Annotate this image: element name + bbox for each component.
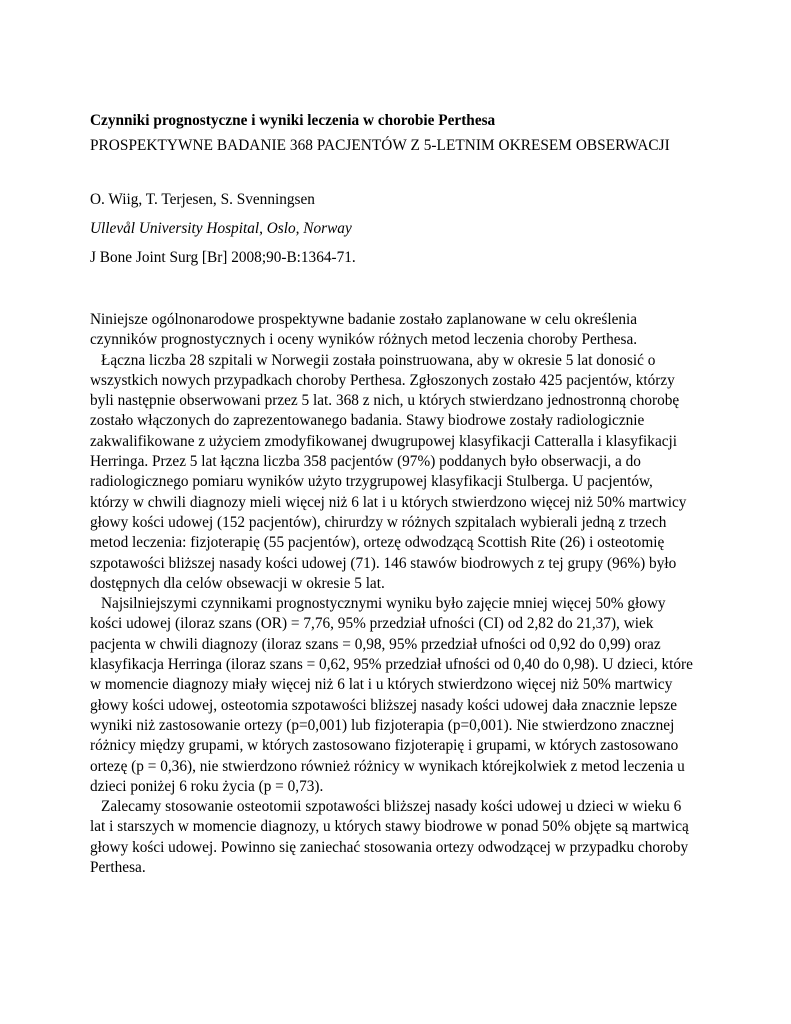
text-line: Zalecamy stosowanie osteotomii szpotawości bliższej nasady kości udowej u dzieci w wieku 6 [101,798,682,816]
text-line: metod leczenia: fizjoterapię (55 pacjentów), ortezę odwodzącą Scottish Rite (26) i osteotomię [90,534,665,552]
citation: J Bone Joint Surg [Br] 2008;90-B:1364-71. [90,249,356,266]
text-line: kości udowej (iloraz szans (OR) = 7,76, 95% przedział ufności (CI) od 2,82 do 21,37), wiek [90,615,654,633]
text-line: klasyfikacja Herringa (iloraz szans = 0,62, 95% przedział ufności od 0,40 do 0,98). U dzieci, które [90,656,693,674]
text-line: głowy kości udowej (152 pacjentów), chirurdzy w różnych szpitalach wybierali jedną z trzech [90,513,667,531]
text-line: lat i starszych w momencie diagnozy, u których stawy biodrowe w ponad 50% objęte są martwicą [90,818,689,836]
abstract-paragraph-4 [90,797,700,878]
text-line: wszystkich nowych przypadkach choroby Perthesa. Zgłoszonych zostało 425 pacjentów, którzy [90,371,675,389]
text-line: różnicy między grupami, w których zastosowano fizjoterapię i grupami, w których zastosowano [90,737,679,755]
text-line: radiologicznego pomiaru wyników użyto trzygrupowej klasyfikacji Stulberga. U pacjentów, [90,473,653,491]
text-line: głowy kości udowej. Powinno się zaniechać stosowania ortezy odwodzącej w przypadku choroby [90,838,689,856]
text-line: ortezę (p = 0,36), nie stwierdzono również różnicy w wynikach którejkolwiek z metod leczenia u [90,757,685,775]
authors: O. Wiig, T. Terjesen, S. Svenningsen [90,191,315,208]
document-page [90,111,700,878]
text-line: zakwalifikowane z użyciem zmodyfikowanej dwugrupowej klasyfikacji Catteralla i klasyfikacji [90,432,678,450]
text-line: Łączna liczba 28 szpitali w Norwegii została poinstruowana, aby w okresie 5 lat donosić o [101,351,656,369]
abstract-paragraph-1 [90,310,700,351]
text-line: dzieci poniżej 6 roku życia (p = 0,73). [90,777,324,795]
text-line: Najsilniejszymi czynnikami prognostycznymi wyniku było zajęcie mniej więcej 50% głowy [101,595,666,613]
text-line: czynników prognostycznych i oceny wyników różnych metod leczenia choroby Perthesa. [90,331,638,349]
text-line: głowy kości udowej, osteotomia szpotawości bliższej nasady kości udowej dała znacznie lepsze [90,696,678,714]
text-line: w momencie diagnozy miały więcej niż 6 lat i u których stwierdzono więcej niż 50% martwicy [90,676,673,694]
abstract-paragraph-2 [90,351,700,595]
text-line: Herringa. Przez 5 lat łączna liczba 358 pacjentów (97%) poddanych było obserwacji, a do [90,453,641,471]
text-line: byli następnie obserwowani przez 5 lat. 368 z nich, u których stwierdzano jednostronną chorobę [90,392,680,410]
article-subtitle: PROSPEKTYWNE BADANIE 368 PACJENTÓW Z 5-LETNIM OKRESEM OBSERWACJI [90,137,670,154]
text-line: którzy w chwili diagnozy mieli więcej niż 6 lat i u których stwierdzono więcej niż 50% martwicy [90,493,687,511]
text-line: Niniejsze ogólnonarodowe prospektywne badanie zostało zaplanowane w celu określenia [90,311,638,328]
text-line: szpotawości bliższej nasady kości udowej (71). 146 stawów biodrowych z tej grupy (96%) było [90,554,677,572]
text-line: Perthesa. [90,859,146,877]
text-line: zostało włączonych do zaprezentowanego badania. Stawy biodrowe zostały radiologicznie [90,412,645,430]
abstract [90,310,700,878]
text-line: dostępnych dla celów obsewacji w okresie 5 lat. [90,574,385,592]
article-title: Czynniki prognostyczne i wyniki leczenia w chorobie Perthesa [90,112,496,129]
text-line: pacjenta w chwili diagnozy (iloraz szans = 0,98, 95% przedział ufności od 0,92 do 0,99) oraz [90,635,661,653]
abstract-paragraph-3 [90,594,700,797]
text-line: wyniki niż zastosowanie ortezy (p=0,001) lub fizjoterapia (p=0,001). Nie stwierdzono znacznej [90,716,675,734]
affiliation: Ullevål University Hospital, Oslo, Norway [90,220,352,237]
